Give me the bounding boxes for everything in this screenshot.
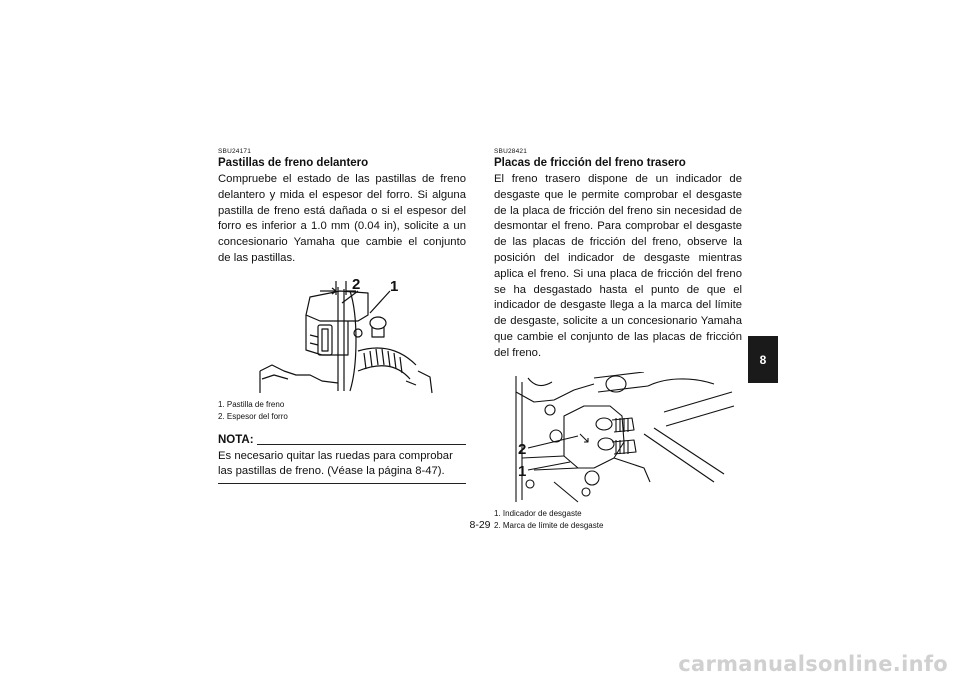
page-number: 8-29 <box>469 519 491 531</box>
figure-caption <box>218 399 466 424</box>
figure-label-2: 2 <box>352 275 361 293</box>
right-column <box>494 148 742 533</box>
front-brake-figure <box>218 275 466 397</box>
caption-item: 1. Indicador de desgaste <box>494 508 582 518</box>
section-heading: Pastillas de freno delantero <box>218 157 369 169</box>
caption-item: 1. Pastilla de freno <box>218 399 285 409</box>
section-body: Compruebe el estado de las pastillas de freno delantero y mida el espesor del forro. Si alguna pastilla de freno está dañada o si el espesor del forro es inferior a 1.0 mm (0.04 in), solicite a un concesionario Yamaha que cambie el conjunto de las pastillas. <box>218 173 466 264</box>
left-column <box>218 148 466 484</box>
section-heading: Placas de fricción del freno trasero <box>494 157 686 169</box>
note-rule <box>257 444 466 445</box>
section-code: SBU28421 <box>494 148 528 155</box>
note-end-rule <box>218 483 466 484</box>
front-brake-illustration <box>218 275 466 397</box>
figure-label-1: 1 <box>390 277 399 295</box>
figure-label-1: 1 <box>518 462 527 480</box>
caption-item: 2. Espesor del forro <box>218 412 288 422</box>
note-box <box>218 434 466 484</box>
chapter-tab: 8 <box>748 336 778 383</box>
note-text: Es necesario quitar las ruedas para comprobar las pastillas de freno. (Véase la página 8-47). <box>218 449 453 478</box>
section-code: SBU24171 <box>218 148 252 155</box>
figure-label-2: 2 <box>518 440 527 458</box>
rear-brake-figure <box>494 372 742 506</box>
caption-item: 2. Marca de límite de desgaste <box>494 521 604 531</box>
rear-brake-illustration <box>494 372 742 506</box>
watermark: carmanualsonline.info <box>678 652 948 676</box>
note-label: NOTA: <box>218 433 254 446</box>
section-body: El freno trasero dispone de un indicador de desgaste que le permite comprobar el desgaste de la placa de fricción del freno sin necesidad de desmontar el freno. Para comprobar el desgaste de las placas de fricción del freno, observe la posición del indicador de desgaste mientras aplica el freno. Si una placa de fricción del freno se ha desgastado hasta el punto de que el indicador de desgaste llega a la marca del límite de desgaste, solicite a un concesionario Yamaha que cambie el conjunto de las placas de fricción del freno. <box>494 173 742 359</box>
